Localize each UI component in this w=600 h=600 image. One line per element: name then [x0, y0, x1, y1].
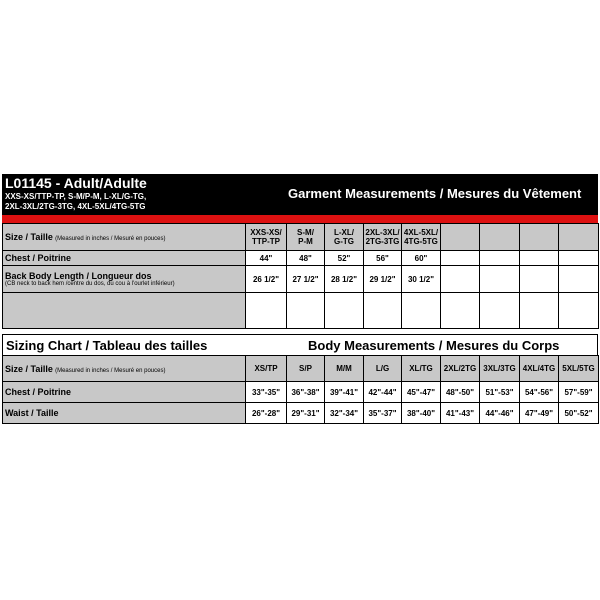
body-value-cell: 50"-52" [559, 403, 599, 424]
sizing-chart-title: Sizing Chart / Tableau des tailles [6, 338, 208, 353]
product-size-range [5, 192, 146, 212]
garment-value-cell [559, 266, 599, 293]
garment-value-cell: 60" [402, 251, 441, 266]
body-value-cell: 45"-47" [402, 382, 441, 403]
body-value-cell: 36"-38" [287, 382, 325, 403]
garment-value-cell [520, 251, 559, 266]
body-value-cell: 57"-59" [559, 382, 599, 403]
garment-value-cell: 26 1/2" [246, 266, 287, 293]
body-size-col: 3XL/3TG [480, 356, 520, 382]
body-value-cell: 47"-49" [520, 403, 559, 424]
body-waist-label: Waist / Taille [5, 408, 59, 418]
garment-size-header-row [3, 224, 599, 251]
garment-value-cell: 56" [364, 251, 402, 266]
garment-measurements-table [2, 223, 599, 329]
garment-row-label-cell [3, 293, 246, 329]
body-row-waist [3, 403, 599, 424]
garment-value-cell [246, 293, 287, 329]
body-size-col: L/G [364, 356, 402, 382]
garment-value-cell [441, 251, 480, 266]
garment-value-cell [559, 251, 599, 266]
body-size-col: M/M [325, 356, 364, 382]
garment-header-bar [2, 174, 598, 215]
garment-size-col: 2XL-3XL/ 2TG-3TG [364, 224, 402, 251]
garment-value-cell: 52" [325, 251, 364, 266]
body-value-cell: 29"-31" [287, 403, 325, 424]
garment-size-col-empty [480, 224, 520, 251]
garment-value-cell [441, 293, 480, 329]
garment-value-cell [325, 293, 364, 329]
garment-row-chest [3, 251, 599, 266]
garment-size-col-empty [520, 224, 559, 251]
body-measurements-title: Body Measurements / Mesures du Corps [308, 338, 560, 353]
body-value-cell: 26"-28" [246, 403, 287, 424]
garment-size-note: (Measured in inches / Mesuré en pouces) [55, 236, 166, 242]
body-value-cell: 35"-37" [364, 403, 402, 424]
body-value-cell: 32"-34" [325, 403, 364, 424]
garment-value-cell [520, 293, 559, 329]
garment-size-col: XXS-XS/ TTP-TP [246, 224, 287, 251]
back-length-label: Back Body Length / Longueur dos [5, 271, 152, 281]
garment-value-cell [441, 266, 480, 293]
body-size-col: XS/TP [246, 356, 287, 382]
garment-size-col: S-M/ P-M [287, 224, 325, 251]
body-value-cell: 41"-43" [441, 403, 480, 424]
body-size-header-row [3, 356, 599, 382]
garment-size-col-empty [441, 224, 480, 251]
body-size-note: (Measured in inches / Mesuré en pouces) [55, 367, 166, 374]
garment-value-cell [480, 251, 520, 266]
garment-value-cell [364, 293, 402, 329]
garment-value-cell [520, 266, 559, 293]
body-size-col: XL/TG [402, 356, 441, 382]
product-code: L01145 - Adult/Adulte [5, 175, 147, 191]
garment-value-cell: 48" [287, 251, 325, 266]
accent-divider [2, 215, 598, 223]
body-value-cell: 42"-44" [364, 382, 402, 403]
body-value-cell: 39"-41" [325, 382, 364, 403]
garment-value-cell [480, 293, 520, 329]
body-value-cell: 54"-56" [520, 382, 559, 403]
body-row-label-cell [3, 382, 246, 403]
garment-row-label-cell [3, 251, 246, 266]
garment-value-cell [559, 293, 599, 329]
garment-size-col-empty [559, 224, 599, 251]
back-length-note: (CB neck to back hem /centre du dos, du cou à l'ourlet inférieur) [5, 281, 175, 287]
garment-value-cell: 44" [246, 251, 287, 266]
body-value-cell: 38"-40" [402, 403, 441, 424]
body-row-chest [3, 382, 599, 403]
garment-value-cell [480, 266, 520, 293]
body-header-bar [2, 334, 598, 355]
size-range-line-1: XXS-XS/TTP-TP, S-M/P-M, L-XL/G-TG, [5, 192, 147, 201]
garment-value-cell: 30 1/2" [402, 266, 441, 293]
body-size-label: Size / Taille [5, 363, 53, 374]
garment-row-label-cell [3, 266, 246, 293]
body-size-col: 5XL/5TG [559, 356, 599, 382]
body-value-cell: 48"-50" [441, 382, 480, 403]
size-range-line-2: 2XL-3XL/2TG-3TG, 4XL-5XL/4TG-5TG [5, 202, 146, 211]
body-measurements-block [2, 334, 598, 424]
body-chest-label: Chest / Poitrine [5, 387, 72, 397]
garment-value-cell [287, 293, 325, 329]
garment-size-label: Size / Taille [5, 232, 53, 242]
garment-value-cell: 28 1/2" [325, 266, 364, 293]
body-value-cell: 44"-46" [480, 403, 520, 424]
garment-value-cell: 29 1/2" [364, 266, 402, 293]
body-row-label-cell [3, 403, 246, 424]
body-value-cell: 33"-35" [246, 382, 287, 403]
body-size-col: 2XL/2TG [441, 356, 480, 382]
garment-measurements-title: Garment Measurements / Mesures du Vêtement [288, 186, 582, 201]
garment-size-col: 4XL-5XL/ 4TG-5TG [402, 224, 441, 251]
body-value-cell: 51"-53" [480, 382, 520, 403]
chest-label: Chest / Poitrine [5, 253, 72, 263]
body-size-label-cell [3, 356, 246, 382]
garment-row-back-length [3, 266, 599, 293]
body-size-col: S/P [287, 356, 325, 382]
body-size-col: 4XL/4TG [520, 356, 559, 382]
garment-size-label-cell [3, 224, 246, 251]
garment-value-cell: 27 1/2" [287, 266, 325, 293]
body-measurements-table [2, 355, 599, 424]
garment-measurements-block [2, 174, 598, 329]
garment-value-cell [402, 293, 441, 329]
garment-row-blank [3, 293, 599, 329]
garment-size-col: L-XL/ G-TG [325, 224, 364, 251]
